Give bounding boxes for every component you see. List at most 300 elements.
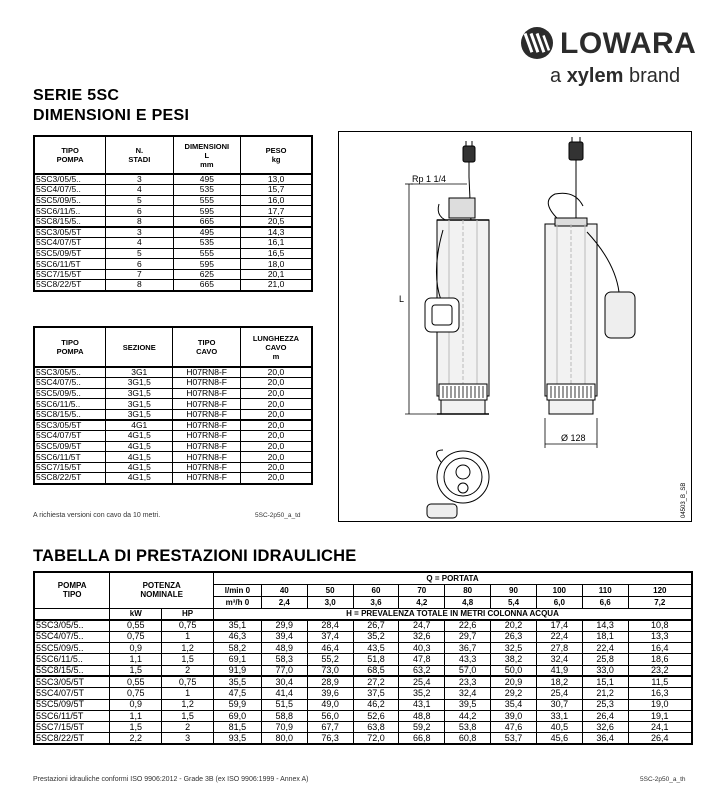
table-row: [34, 688, 692, 699]
table-cell: 5SC6/11/5T: [34, 259, 106, 270]
table-row: [34, 733, 692, 744]
table-cell: 35,2: [399, 688, 445, 699]
table-row: [34, 420, 312, 431]
table-cell: 3G1,5: [106, 378, 173, 389]
table-cell: 20,0: [240, 378, 312, 389]
table-cell: 48,9: [261, 643, 307, 654]
header-m3h-zero: 0: [244, 597, 250, 607]
table-cell: 535: [173, 238, 241, 249]
header-m3h-unit: [214, 596, 262, 608]
header-lmin-value: 40: [261, 584, 307, 596]
table-row: [34, 388, 312, 399]
table-cell: 3: [106, 174, 173, 185]
table-cell: H07RN8-F: [173, 378, 240, 389]
drawing-code: 04503_B_SB: [681, 482, 687, 518]
table-cell: 15,1: [582, 676, 628, 687]
header-n-stadi: N. STADI: [106, 136, 173, 174]
table-cell: 68,5: [353, 665, 399, 676]
table-row: [34, 367, 312, 378]
table-cell: 26,7: [353, 620, 399, 631]
header-lmin-unit: [214, 584, 262, 596]
table-row: [34, 473, 312, 484]
table-row: [34, 409, 312, 420]
table-cell: 26,4: [582, 710, 628, 721]
table-cell: 5SC3/05/5T: [34, 676, 110, 687]
table-cell: 3G1,5: [106, 388, 173, 399]
table-cell: 3G1,5: [106, 409, 173, 420]
table-cell: 3: [106, 227, 173, 238]
table-cell: 47,8: [399, 654, 445, 665]
header-m3h-value: 6,6: [582, 596, 628, 608]
table-row: [34, 643, 692, 654]
table-cell: 1,2: [162, 699, 214, 710]
table-row: [34, 722, 692, 733]
header-pompa-tipo: POMPA TIPO: [34, 572, 110, 608]
table-cell: 26,3: [491, 631, 537, 642]
performance-note: Prestazioni idrauliche conformi ISO 9906:2012 - Grade 3B (ex ISO 9906:1999 - Annex A): [33, 776, 309, 783]
table-cell: 625: [173, 269, 241, 280]
table-cell: 17,4: [536, 620, 582, 631]
header-m3h-value: 2,4: [261, 596, 307, 608]
table-cell: 8: [106, 280, 173, 291]
table-cell: 20,0: [240, 473, 312, 484]
header-m3h-value: 5,4: [491, 596, 537, 608]
table-cell: 5SC3/05/5T: [34, 420, 106, 431]
table-cell: 22,6: [445, 620, 491, 631]
table-cell: 46,2: [353, 699, 399, 710]
header-m3h-value: 6,0: [536, 596, 582, 608]
table-row: [34, 431, 312, 442]
table-cell: 30,4: [261, 676, 307, 687]
table-cell: 58,3: [261, 654, 307, 665]
table-row: [34, 185, 312, 196]
header-lmin-value: 110: [582, 584, 628, 596]
table-cell: 35,5: [214, 676, 262, 687]
table-cell: 555: [173, 248, 241, 259]
table-cell: 16,5: [241, 248, 312, 259]
table-cell: 53,7: [491, 733, 537, 744]
table-cell: 25,3: [582, 699, 628, 710]
length-label: L: [399, 294, 405, 304]
table-cell: 22,4: [536, 631, 582, 642]
table-cell: 29,9: [261, 620, 307, 631]
table-cell: 595: [173, 206, 241, 217]
table-cell: 5SC4/07/5T: [34, 238, 106, 249]
table-cell: 43,3: [445, 654, 491, 665]
table-cell: 1,5: [110, 665, 162, 676]
header-lmin-value: 70: [399, 584, 445, 596]
header-blank: [34, 608, 110, 620]
table-cell: 80,0: [261, 733, 307, 744]
lowara-logo: [520, 22, 700, 92]
table-cell: 4G1,5: [106, 473, 173, 484]
table-cell: 665: [173, 216, 241, 227]
table-cell: 20,5: [241, 216, 312, 227]
header-lmin-value: 80: [445, 584, 491, 596]
header-lmin-value: 90: [491, 584, 537, 596]
header-m3h-value: 4,8: [445, 596, 491, 608]
table-cell: 66,8: [399, 733, 445, 744]
table-cell: 20,9: [491, 676, 537, 687]
header-lmin-zero: 0: [245, 585, 251, 595]
table-cell: 32,6: [582, 722, 628, 733]
header-portata: Q = PORTATA: [214, 572, 692, 584]
dimensions-heading: DIMENSIONI E PESI: [33, 107, 190, 124]
table-cell: 5SC4/07/5..: [34, 185, 106, 196]
dimensions-table: [33, 135, 313, 292]
header-m3h-value: 4,2: [399, 596, 445, 608]
table-cell: 20,0: [240, 431, 312, 442]
table-row: [34, 654, 692, 665]
table-cell: 33,1: [536, 710, 582, 721]
table-cell: H07RN8-F: [173, 409, 240, 420]
table-cell: 5SC8/15/5..: [34, 409, 106, 420]
table-cell: 20,0: [240, 452, 312, 463]
table-cell: 23,3: [445, 676, 491, 687]
header-lmin-value: 100: [536, 584, 582, 596]
table-cell: 25,4: [399, 676, 445, 687]
table-cell: 13,0: [241, 174, 312, 185]
table-cell: 37,5: [353, 688, 399, 699]
header-sezione: SEZIONE: [106, 327, 173, 367]
table-cell: 2: [162, 665, 214, 676]
table-cell: 13,3: [628, 631, 692, 642]
table-cell: 18,6: [628, 654, 692, 665]
table-cell: 5SC3/05/5..: [34, 174, 106, 185]
table-cell: 11,5: [628, 676, 692, 687]
table-cell: H07RN8-F: [173, 473, 240, 484]
table-cell: 57,0: [445, 665, 491, 676]
table-cell: 595: [173, 259, 241, 270]
table-cell: 17,7: [241, 206, 312, 217]
table-cell: 43,1: [399, 699, 445, 710]
table-cell: 495: [173, 174, 241, 185]
table-cell: 28,9: [307, 676, 353, 687]
table-cell: 5SC4/07/5T: [34, 688, 110, 699]
table-cell: 4: [106, 185, 173, 196]
header-lmin-label: l/min: [224, 585, 244, 595]
table-cell: 46,3: [214, 631, 262, 642]
table-cell: 5: [106, 195, 173, 206]
table-cell: H07RN8-F: [173, 367, 240, 378]
table-cell: 43,5: [353, 643, 399, 654]
table-cell: 5: [106, 248, 173, 259]
table-cell: 51,8: [353, 654, 399, 665]
table-cell: 48,8: [399, 710, 445, 721]
table-cell: 3G1: [106, 367, 173, 378]
table-cell: 72,0: [353, 733, 399, 744]
table-cell: 20,0: [240, 399, 312, 410]
header-kw: kW: [110, 608, 162, 620]
table-cell: 5SC6/11/5T: [34, 710, 110, 721]
table-cell: 25,8: [582, 654, 628, 665]
table-cell: 5SC7/15/5T: [34, 462, 106, 473]
table-cell: 46,4: [307, 643, 353, 654]
table-cell: 27,8: [536, 643, 582, 654]
table-cell: 5SC6/11/5T: [34, 452, 106, 463]
table-cell: 15,7: [241, 185, 312, 196]
table-cell: 5SC5/09/5T: [34, 248, 106, 259]
table-cell: H07RN8-F: [173, 399, 240, 410]
table-cell: 20,0: [240, 462, 312, 473]
table-cell: 5SC3/05/5T: [34, 227, 106, 238]
table-cell: 1,1: [110, 710, 162, 721]
table-cell: 6: [106, 206, 173, 217]
header-potenza-nominale: POTENZA NOMINALE: [110, 572, 214, 608]
table-cell: 36,4: [582, 733, 628, 744]
table-cell: 5SC8/22/5T: [34, 280, 106, 291]
table-cell: 20,1: [241, 269, 312, 280]
table-cell: 40,5: [536, 722, 582, 733]
table-cell: 3G1,5: [106, 399, 173, 410]
table-cell: 5SC6/11/5..: [34, 654, 110, 665]
table-cell: 41,4: [261, 688, 307, 699]
table-cell: 0,75: [162, 620, 214, 631]
pump-drawing-svg: [339, 132, 690, 520]
performance-table-code: 5SC-2p50_a_th: [640, 776, 686, 783]
cable-table-code: 5SC-2p50_a_td: [255, 512, 301, 519]
table-cell: 555: [173, 195, 241, 206]
table-cell: 20,0: [240, 441, 312, 452]
table-cell: 5SC8/15/5..: [34, 665, 110, 676]
table-cell: 26,4: [628, 733, 692, 744]
table-cell: 21,0: [241, 280, 312, 291]
table-row: [34, 378, 312, 389]
table-cell: 5SC4/07/5..: [34, 631, 110, 642]
performance-heading: TABELLA DI PRESTAZIONI IDRAULICHE: [33, 547, 357, 565]
table-cell: 91,9: [214, 665, 262, 676]
header-m3h-value: 3,6: [353, 596, 399, 608]
table-cell: 5SC3/05/5..: [34, 620, 110, 631]
table-cell: 20,0: [240, 409, 312, 420]
table-cell: 27,2: [353, 676, 399, 687]
table-cell: 535: [173, 185, 241, 196]
header-m3h-value: 7,2: [628, 596, 692, 608]
table-cell: 55,2: [307, 654, 353, 665]
table-cell: 76,3: [307, 733, 353, 744]
header-hp: HP: [162, 608, 214, 620]
table-cell: 20,0: [240, 388, 312, 399]
table-cell: 24,7: [399, 620, 445, 631]
table-cell: 58,8: [261, 710, 307, 721]
table-row: [34, 269, 312, 280]
header-tipo-pompa: TIPO POMPA: [34, 136, 106, 174]
table-cell: 0,55: [110, 676, 162, 687]
table-cell: 0,9: [110, 699, 162, 710]
table-cell: 39,5: [445, 699, 491, 710]
table-row: [34, 248, 312, 259]
table-cell: 0,75: [110, 688, 162, 699]
table-cell: 14,3: [241, 227, 312, 238]
table-cell: 20,2: [491, 620, 537, 631]
table-cell: 8: [106, 216, 173, 227]
table-cell: 4G1,5: [106, 462, 173, 473]
table-cell: 20,0: [240, 367, 312, 378]
table-cell: 19,1: [628, 710, 692, 721]
table-cell: 25,4: [536, 688, 582, 699]
cable-table: [33, 326, 313, 485]
table-cell: 39,6: [307, 688, 353, 699]
table-cell: 41,9: [536, 665, 582, 676]
table-cell: 35,4: [491, 699, 537, 710]
table-cell: 32,5: [491, 643, 537, 654]
table-cell: 73,0: [307, 665, 353, 676]
table-cell: 30,7: [536, 699, 582, 710]
diameter-label: Ø 128: [561, 433, 586, 443]
table-row: [34, 441, 312, 452]
table-cell: 7: [106, 269, 173, 280]
table-cell: 20,0: [240, 420, 312, 431]
table-cell: 44,2: [445, 710, 491, 721]
table-cell: 63,8: [353, 722, 399, 733]
table-cell: 1,2: [162, 643, 214, 654]
table-cell: 4G1,5: [106, 431, 173, 442]
table-cell: 16,3: [628, 688, 692, 699]
table-cell: 4: [106, 238, 173, 249]
table-cell: 6: [106, 259, 173, 270]
table-cell: 23,2: [628, 665, 692, 676]
table-cell: 5SC6/11/5..: [34, 399, 106, 410]
table-cell: 40,3: [399, 643, 445, 654]
table-cell: 5SC5/09/5..: [34, 388, 106, 399]
table-cell: H07RN8-F: [173, 431, 240, 442]
table-cell: 1,5: [110, 722, 162, 733]
table-cell: 0,55: [110, 620, 162, 631]
table-cell: 4G1: [106, 420, 173, 431]
table-cell: 59,9: [214, 699, 262, 710]
header-lmin-value: 120: [628, 584, 692, 596]
header-tipo-pompa: TIPO POMPA: [34, 327, 106, 367]
table-cell: 93,5: [214, 733, 262, 744]
table-cell: 0,75: [162, 676, 214, 687]
table-cell: 0,9: [110, 643, 162, 654]
table-cell: 3: [162, 733, 214, 744]
header-lunghezza-cavo: LUNGHEZZA CAVO m: [240, 327, 312, 367]
table-cell: 665: [173, 280, 241, 291]
table-cell: 0,75: [110, 631, 162, 642]
table-cell: 14,3: [582, 620, 628, 631]
table-cell: H07RN8-F: [173, 441, 240, 452]
table-cell: 5SC4/07/5..: [34, 378, 106, 389]
table-cell: 28,4: [307, 620, 353, 631]
table-cell: 37,4: [307, 631, 353, 642]
table-cell: 35,1: [214, 620, 262, 631]
table-cell: 52,6: [353, 710, 399, 721]
table-cell: 19,0: [628, 699, 692, 710]
table-cell: 33,0: [582, 665, 628, 676]
pump-drawing: [338, 131, 692, 522]
table-cell: 5SC5/09/5T: [34, 441, 106, 452]
tagline-brand: xylem: [566, 65, 624, 87]
table-cell: H07RN8-F: [173, 420, 240, 431]
table-cell: H07RN8-F: [173, 452, 240, 463]
table-cell: 10,8: [628, 620, 692, 631]
table-cell: 495: [173, 227, 241, 238]
table-cell: 5SC8/15/5..: [34, 216, 106, 227]
table-cell: 5SC5/09/5T: [34, 699, 110, 710]
table-row: [34, 259, 312, 270]
table-cell: 5SC5/09/5..: [34, 643, 110, 654]
rp-label: Rp 1 1/4: [412, 174, 447, 184]
table-cell: 58,2: [214, 643, 262, 654]
table-row: [34, 665, 692, 676]
performance-table: [33, 571, 693, 745]
table-cell: 69,0: [214, 710, 262, 721]
table-cell: H07RN8-F: [173, 388, 240, 399]
table-cell: 32,4: [445, 688, 491, 699]
table-cell: 67,7: [307, 722, 353, 733]
table-cell: 69,1: [214, 654, 262, 665]
table-row: [34, 206, 312, 217]
table-cell: 5SC7/15/5T: [34, 722, 110, 733]
table-cell: 32,6: [399, 631, 445, 642]
table-cell: 1,5: [162, 654, 214, 665]
header-prevalenza: H = PREVALENZA TOTALE IN METRI COLONNA ACQUA: [214, 608, 692, 620]
header-tipo-cavo: TIPO CAVO: [173, 327, 240, 367]
table-cell: 4G1,5: [106, 441, 173, 452]
tagline-prefix: a: [550, 65, 562, 87]
table-cell: 21,2: [582, 688, 628, 699]
table-cell: 49,0: [307, 699, 353, 710]
table-cell: 5SC3/05/5..: [34, 367, 106, 378]
table-cell: 38,2: [491, 654, 537, 665]
header-peso: PESO kg: [241, 136, 312, 174]
table-cell: 2,2: [110, 733, 162, 744]
table-row: [34, 174, 312, 185]
header-m3h-label: m³/h: [225, 597, 243, 607]
table-cell: 1,1: [110, 654, 162, 665]
table-cell: 24,1: [628, 722, 692, 733]
table-cell: 32,4: [536, 654, 582, 665]
table-cell: 70,9: [261, 722, 307, 733]
table-cell: 77,0: [261, 665, 307, 676]
cable-note: A richiesta versioni con cavo da 10 metri.: [33, 512, 161, 519]
table-row: [34, 238, 312, 249]
series-heading: SERIE 5SC: [33, 87, 120, 104]
table-cell: 5SC5/09/5..: [34, 195, 106, 206]
table-row: [34, 280, 312, 291]
table-cell: 2: [162, 722, 214, 733]
table-cell: 1: [162, 688, 214, 699]
table-row: [34, 227, 312, 238]
table-row: [34, 216, 312, 227]
table-cell: 16,1: [241, 238, 312, 249]
table-cell: 16,4: [628, 643, 692, 654]
header-m3h-value: 3,0: [307, 596, 353, 608]
table-row: [34, 710, 692, 721]
brand-name: LOWARA: [560, 27, 697, 60]
table-cell: H07RN8-F: [173, 462, 240, 473]
table-cell: 51,5: [261, 699, 307, 710]
table-row: [34, 620, 692, 631]
table-row: [34, 452, 312, 463]
table-cell: 35,2: [353, 631, 399, 642]
header-dimensioni: DIMENSIONI L mm: [173, 136, 241, 174]
table-cell: 56,0: [307, 710, 353, 721]
table-row: [34, 399, 312, 410]
table-cell: 18,0: [241, 259, 312, 270]
table-cell: 47,5: [214, 688, 262, 699]
table-cell: 5SC8/22/5T: [34, 473, 106, 484]
table-cell: 4G1,5: [106, 452, 173, 463]
table-cell: 47,6: [491, 722, 537, 733]
table-cell: 39,4: [261, 631, 307, 642]
table-cell: 50,0: [491, 665, 537, 676]
header-lmin-value: 60: [353, 584, 399, 596]
table-cell: 59,2: [399, 722, 445, 733]
brand-tagline: [550, 64, 680, 88]
table-cell: 53,8: [445, 722, 491, 733]
